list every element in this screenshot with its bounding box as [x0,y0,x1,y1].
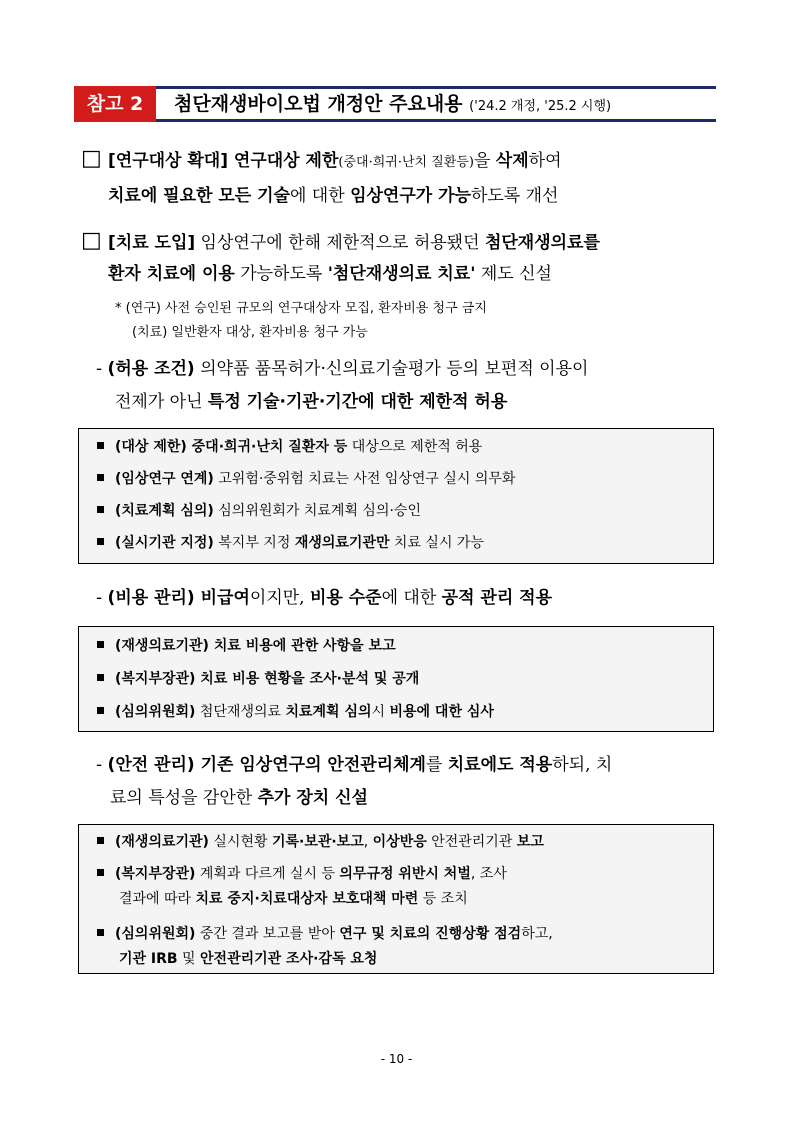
square-bullet: □ [81,228,102,253]
box1-item [97,533,484,553]
section1-t3: (중대·희귀·난치 질환등) [338,155,474,170]
section1-t5: 삭제 [495,151,529,171]
section2-note2: (치료) 일반환자 대상, 환자비용 청구 가능 [132,325,368,340]
section2-line1 [108,228,600,259]
dash1-tag: (허용 조건) [107,359,195,379]
dash3-tag: (안전 관리) [107,755,195,775]
dash1-t1: 의약품 품목허가·신의료기술평가 등의 보편적 이용이 [194,359,589,379]
box2-item-bold: (심의위원회) [115,704,196,720]
box3-item-text: 실시현황 [208,834,272,850]
bullet-icon [97,707,104,714]
bullet-icon [97,929,104,936]
section2-tag: [치료 도입] [108,233,196,253]
section1-line2 [108,181,558,212]
box3-item-text: 계획과 다르게 실시 등 [195,866,340,882]
section1-t6: 하여 [528,151,562,171]
section2-l2d: 제도 신설 [475,264,552,284]
dash2-t5: 공적 관리 적용 [441,588,553,608]
box3-item-text: 중간 결과 보고를 받아 [195,926,340,942]
section2-l2a: 환자 치료에 이용 [108,264,235,284]
dash2-t4: 에 대한 [381,588,442,608]
box3-item-bold: (심의위원회) [115,926,196,942]
box3-item-bold2: 연구 및 치료의 진행상황 점검 [339,926,522,942]
box3-item-text3: 안전관리기관 [426,834,517,850]
box1-item-bold: (대상 제한) 중대·희귀·난치 질환자 등 [115,439,348,455]
box1-item-bold: (실시기관 지정) [115,535,214,551]
box2-item-bold3: 비용에 대한 심사 [389,704,494,720]
safety-box [78,824,714,974]
box3-item-cont [119,889,468,909]
bullet-icon [97,442,104,449]
box2-item [97,702,494,722]
dash1-l2b: 특정 기술·기관·기간에 대한 제한적 허용 [207,392,508,412]
box3-item-cont [119,949,377,969]
section2-t1: 임상연구에 한해 제한적으로 허용됐던 [195,233,485,253]
section-header [74,86,716,122]
box3-item [97,924,553,944]
dash2-t1: 비급여 [194,588,250,608]
bullet-icon [97,506,104,513]
box3-item-bold2: 의무규정 위반시 처벌 [339,866,471,882]
box3-item-bold2: 기록·보관·보고 [271,834,364,850]
box3-item-bold: 치료 중지·치료대상자 보호대책 마련 [195,891,419,907]
box3-item-text2: 하고, [521,926,553,942]
section2-note1: * (연구) 사전 승인된 규모의 연구대상자 모집, 환자비용 청구 금지 [115,301,487,316]
box2-item-bold: (복지부장관) 치료 비용 현황을 조사·분석 및 공개 [115,671,420,687]
box3-item-bold: (재생의료기관) [115,834,209,850]
box3-item-text2: 등 조치 [418,891,468,907]
bullet-icon [97,641,104,648]
box1-item-bold2: 재생의료기관만 [294,535,390,551]
dash1-line1 [96,354,588,385]
dash1-l2a: 전제가 아닌 [115,392,208,412]
box3-item-bold4: 보고 [516,834,544,850]
box2-item [97,636,396,656]
dash3-line2 [110,783,368,814]
dash3-t4: 하되, 치 [552,755,613,775]
section1-tag: [연구대상 확대] [108,151,228,171]
dash3-line1 [96,750,612,781]
dash2-t2: 이지만, [249,588,310,608]
section1-l2c: 임상연구가 가능 [350,186,471,206]
dash2-lead: - [96,588,108,608]
box3-item [97,864,507,884]
box1-item-bold: (임상연구 연계) [115,471,214,487]
dash3-t3: 치료에도 적용 [447,755,553,775]
box3-item-text2: , 조사 [470,866,507,882]
box3-item-bold: (복지부장관) [115,866,196,882]
bullet-icon [97,869,104,876]
box1-item-text: 고위험·중위험 치료는 사전 임상연구 실시 의무화 [213,471,516,487]
box3-item-bold2: 안전관리기관 조사·감독 요청 [200,951,378,967]
section1-t4: 을 [473,151,496,171]
box1-item-text2: 치료 실시 가능 [389,535,484,551]
section2-l2c: '첨단재생의료 치료' [327,264,476,284]
box2-item [97,669,419,689]
box3-item-text2: , [363,834,373,850]
box3-item-bold3: 이상반응 [372,834,427,850]
page-title [174,86,611,122]
title-text: 첨단재생바이오법 개정안 주요내용 [174,93,463,115]
box2-item-text: 첨단재생의료 [195,704,286,720]
box2-item-bold: (재생의료기관) 치료 비용에 관한 사항을 보고 [115,638,396,654]
bullet-icon [97,474,104,481]
section2-line2 [108,259,552,290]
cost-box [78,626,714,732]
section2-t2: 첨단재생의료를 [484,233,600,253]
box1-item [97,437,482,457]
dash2-tag: (비용 관리) [107,588,195,608]
box1-item-text: 심의위원회가 치료계획 심의·승인 [213,503,421,519]
section1-l2b: 에 대한 [289,186,351,206]
conditions-box [78,428,714,564]
box1-item-bold: (치료계획 심의) [115,503,214,519]
box1-item-text: 대상으로 제한적 허용 [347,439,483,455]
bullet-icon [97,674,104,681]
section1-t1: 연구대상 [228,151,306,171]
title-subtitle: ('24.2 개정, '25.2 시행) [469,99,612,114]
section2-l2b: 가능하도록 [234,264,328,284]
box3-item-text: 및 [177,951,201,967]
dash3-l2a: 료의 특성을 감안한 [110,788,258,808]
dash2-line1 [96,583,552,614]
dash3-t1: 기존 임상연구의 안전관리체계 [194,755,426,775]
page-number: - 10 - [380,1052,413,1066]
section1-t2: 제한 [305,151,339,171]
section1-l2a: 치료에 필요한 모든 기술 [108,186,290,206]
dash3-lead: - [96,755,108,775]
dash1-line2 [115,387,507,418]
section1-line1 [108,146,562,178]
box1-item [97,501,421,521]
dash1-lead: - [96,359,108,379]
box1-item [97,469,515,489]
box3-item-text: 결과에 따라 [119,891,196,907]
section1-l2d: 하도록 개선 [470,186,559,206]
reference-badge: 참고 2 [74,86,156,122]
square-bullet: □ [81,146,102,171]
bullet-icon [97,538,104,545]
dash3-l2b: 추가 장치 신설 [257,788,368,808]
bullet-icon [97,837,104,844]
box3-item-bold: 기관 IRB [119,951,178,967]
box3-item [97,832,544,852]
dash3-t2: 를 [425,755,448,775]
box2-item-text2: 시 [371,704,390,720]
box2-item-bold2: 치료계획 심의 [285,704,372,720]
box1-item-text: 복지부 지정 [213,535,295,551]
dash2-t3: 비용 수준 [309,588,382,608]
